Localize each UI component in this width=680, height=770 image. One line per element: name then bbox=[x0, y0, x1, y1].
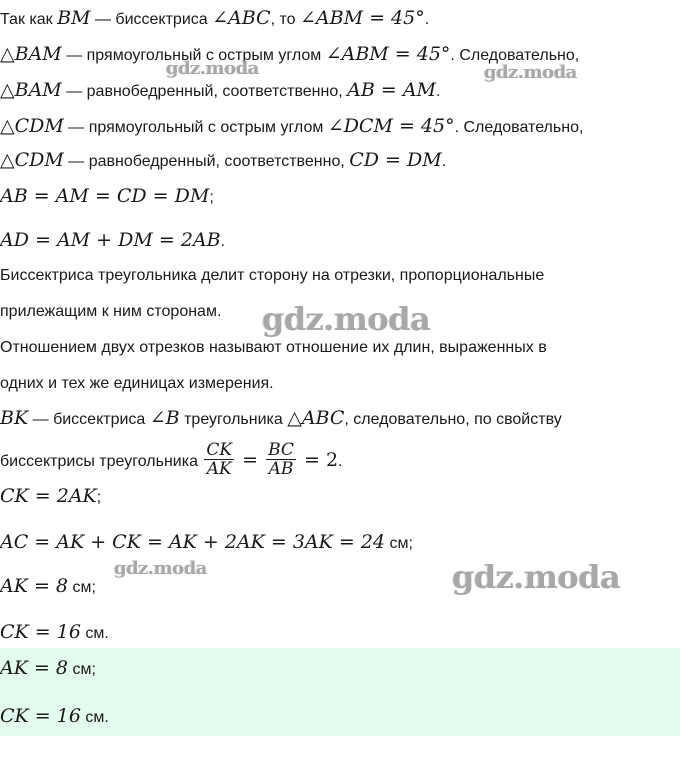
solution-line-1 bbox=[0, 6, 429, 30]
text: . bbox=[338, 453, 343, 470]
text: — прямоугольный с острым углом bbox=[61, 47, 326, 64]
fraction-denominator: AK bbox=[204, 459, 234, 478]
text: прилежащим к ним сторонам. bbox=[0, 303, 222, 320]
math: CK = 16 bbox=[0, 705, 81, 727]
text: . bbox=[441, 153, 447, 170]
fraction-denominator: AB bbox=[266, 459, 296, 478]
math: △CDM bbox=[0, 115, 64, 137]
solution-line-16 bbox=[0, 574, 96, 598]
math: CK = 2AK bbox=[0, 485, 97, 507]
text: Биссектриса треугольника делит сторону на отрезки, пропорциональные bbox=[0, 267, 545, 284]
math: ∠ABM = 45° bbox=[299, 7, 425, 29]
solution-line-5 bbox=[0, 148, 446, 172]
text: . Следовательно, bbox=[454, 119, 584, 136]
text: треугольника bbox=[179, 411, 288, 428]
solution-line-12 bbox=[0, 406, 562, 430]
text: , то bbox=[270, 11, 300, 28]
fraction-numerator: CK bbox=[206, 440, 233, 461]
solution-line-13 bbox=[0, 438, 343, 482]
text: . bbox=[220, 233, 226, 250]
math: = 2 bbox=[297, 449, 339, 471]
math: AK = 8 bbox=[0, 657, 69, 679]
math: AK = 8 bbox=[0, 575, 69, 597]
text: ; bbox=[96, 489, 102, 506]
text: биссектрисы треугольника bbox=[0, 453, 203, 470]
watermark: gdz.moda bbox=[262, 300, 431, 338]
answer-line-2 bbox=[0, 704, 109, 728]
text: — биссектриса bbox=[28, 411, 150, 428]
text: одних и тех же единицах измерения. bbox=[0, 375, 274, 392]
math: ∠ABC bbox=[212, 7, 271, 29]
answer-line-1 bbox=[0, 656, 96, 680]
equals-sign: = bbox=[236, 449, 265, 471]
math: AB = AM bbox=[347, 79, 436, 101]
solution-line-14 bbox=[0, 484, 101, 508]
text: см. bbox=[80, 625, 109, 642]
text: . bbox=[436, 83, 441, 100]
solution-line-15 bbox=[0, 530, 413, 554]
solution-line-8 bbox=[0, 264, 544, 288]
solution-line-10 bbox=[0, 336, 547, 360]
fraction-ck-ak bbox=[204, 441, 234, 478]
math: AB = AM = CD = DM bbox=[0, 185, 210, 207]
text: . bbox=[424, 11, 430, 28]
fraction-numerator: BC bbox=[268, 440, 294, 461]
text: . Следовательно, bbox=[450, 47, 580, 64]
math: △CDM bbox=[0, 149, 64, 171]
text: — прямоугольный с острым углом bbox=[63, 119, 328, 136]
solution-line-7 bbox=[0, 228, 225, 252]
solution-line-6 bbox=[0, 184, 214, 208]
text: ; bbox=[209, 189, 214, 206]
math: BK bbox=[0, 407, 29, 429]
math: CK = 16 bbox=[0, 621, 81, 643]
text: — биссектриса bbox=[90, 11, 213, 28]
solution-line-3 bbox=[0, 78, 440, 102]
text: см; bbox=[385, 535, 413, 552]
text: Так как bbox=[0, 11, 58, 28]
math: △BAM bbox=[0, 79, 62, 101]
math: △BAM bbox=[0, 43, 62, 65]
text: — равнобедренный, соответственно, bbox=[63, 153, 350, 170]
text: см; bbox=[68, 661, 96, 678]
watermark: gdz.moda bbox=[166, 58, 259, 79]
solution-line-17 bbox=[0, 620, 109, 644]
text: см; bbox=[68, 579, 96, 596]
solution-line-9 bbox=[0, 300, 221, 324]
text: Отношением двух отрезков называют отношение их длин, выраженных в bbox=[0, 339, 547, 356]
math: ∠B bbox=[149, 407, 180, 429]
watermark: gdz.moda bbox=[452, 558, 621, 596]
solution-line-11 bbox=[0, 372, 274, 396]
math: ∠DCM = 45° bbox=[327, 115, 455, 137]
text: , следовательно, по свойству bbox=[344, 411, 562, 428]
math: △ABC bbox=[287, 407, 345, 429]
math: CD = DM bbox=[349, 149, 442, 171]
math: BM bbox=[57, 7, 91, 29]
math: ∠ABM = 45° bbox=[325, 43, 451, 65]
watermark: gdz.moda bbox=[114, 558, 207, 579]
fraction-bc-ab bbox=[266, 441, 296, 478]
math: AD = AM + DM = 2AB bbox=[0, 229, 221, 251]
text: см. bbox=[80, 709, 109, 726]
watermark: gdz.moda bbox=[484, 62, 577, 83]
text: — равнобедренный, соответственно, bbox=[61, 83, 348, 100]
solution-line-4 bbox=[0, 114, 583, 138]
math: AC = AK + CK = AK + 2AK = 3AK = 24 bbox=[0, 531, 386, 553]
